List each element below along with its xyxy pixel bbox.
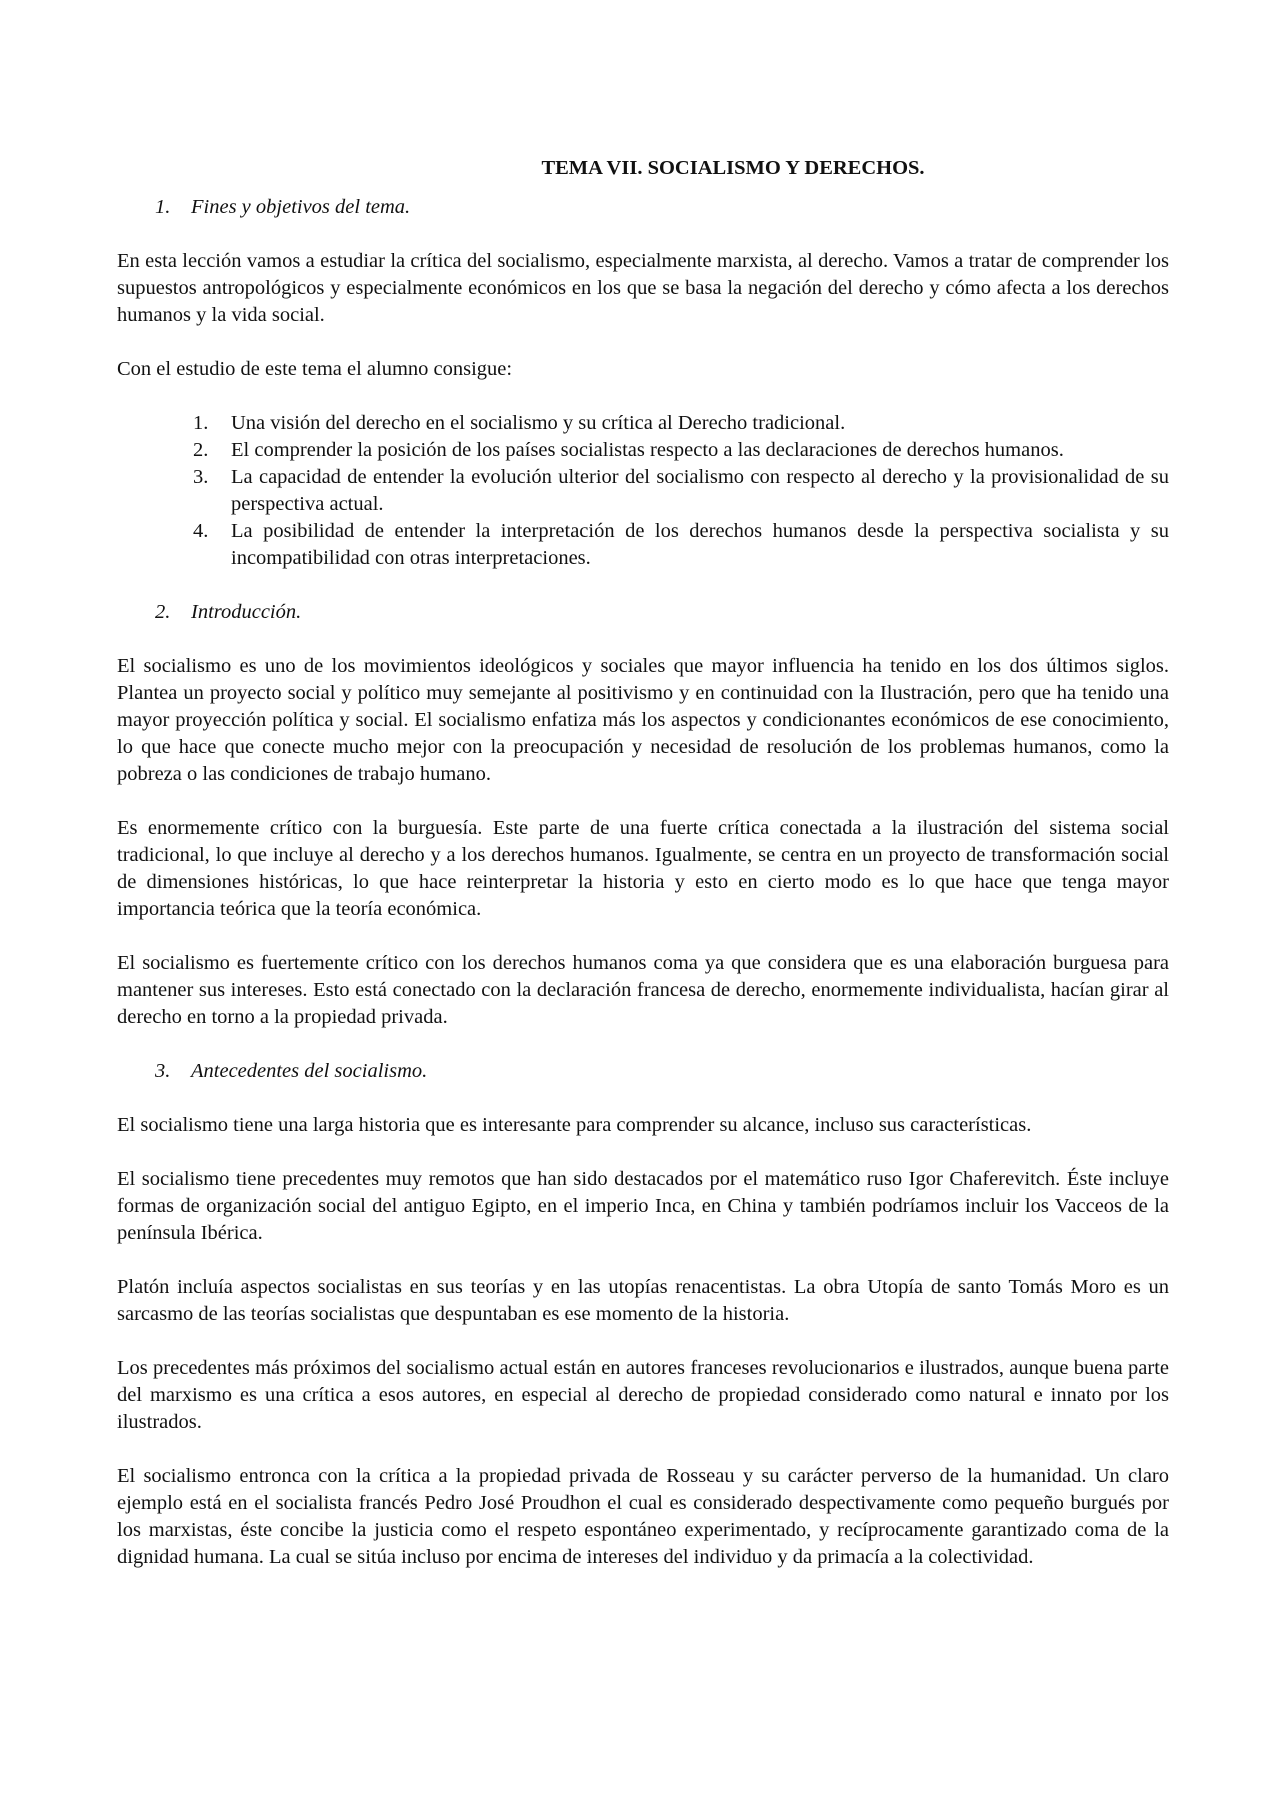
list-item-text: La posibilidad de entender la interpretación de los derechos humanos desde la perspectiva socialista y su incompatibilidad con otras interpretaciones. xyxy=(231,520,1169,569)
paragraph: Con el estudio de este tema el alumno consigue: xyxy=(117,358,513,380)
paragraph: Platón incluía aspectos socialistas en sus teorías y en las utopías renacentistas. La obra Utopía de santo Tomás Moro es un sarcasmo de las teorías socialistas que despuntaban es ese momento de la historia. xyxy=(117,1276,1169,1325)
section-number: 3. xyxy=(155,1060,171,1082)
list-item xyxy=(193,464,1169,518)
paragraph: El socialismo es uno de los movimientos ideológicos y sociales que mayor influencia ha tenido en los dos últimos siglos. Plantea un proyecto social y político muy semejante al positivismo y en continuidad con la Ilustración, pero que ha tenido una mayor proyección política y social. El socialismo enfatiza más los aspectos y condicionantes económicos de ese conocimiento, lo que hace que conecte mucho mejor con la preocupación y necesidad de resolución de los problemas humanos, como la pobreza o las condiciones de trabajo humano. xyxy=(117,655,1169,785)
section-heading-antecedents xyxy=(117,1058,1169,1085)
list-item xyxy=(193,410,1169,437)
paragraph: Los precedentes más próximos del socialismo actual están en autores franceses revolucionarios e ilustrados, aunque buena parte del marxismo es una crítica a esos autores, en especial al derecho de propiedad considerado como natural e innato por los ilustrados. xyxy=(117,1357,1169,1433)
list-item-number: 4. xyxy=(193,520,209,542)
list-item-number: 2. xyxy=(193,439,209,461)
document-title: TEMA VII. SOCIALISMO Y DERECHOS. xyxy=(541,157,925,179)
list-item xyxy=(193,437,1169,464)
paragraph: El socialismo tiene precedentes muy remotos que han sido destacados por el matemático ruso Igor Chaferevitch. Éste incluye formas de organización social del antiguo Egipto, en el imperio Inca, en China y también podríamos incluir los Vacceos de la península Ibérica. xyxy=(117,1168,1169,1244)
list-item-text: Una visión del derecho en el socialismo y su crítica al Derecho tradicional. xyxy=(231,412,846,434)
section-number: 1. xyxy=(155,196,171,218)
section-title: Fines y objetivos del tema. xyxy=(191,196,411,218)
paragraph: Es enormemente crítico con la burguesía. Este parte de una fuerte crítica conectada a la ilustración del sistema social tradicional, lo que incluye al derecho y a los derechos humanos. Igualmente, se centra en un proyecto de transformación social de dimensiones históricas, lo que hace reinterpretar la historia y esto en cierto modo es lo que hace que tenga mayor importancia teórica que la teoría económica. xyxy=(117,817,1169,920)
objectives-list xyxy=(117,410,1169,572)
section-number: 2. xyxy=(155,601,171,623)
paragraph: El socialismo es fuertemente crítico con los derechos humanos coma ya que considera que es una elaboración burguesa para mantener sus intereses. Esto está conectado con la declaración francesa de derecho, enormemente individualista, hacían girar al derecho en torno a la propiedad privada. xyxy=(117,952,1169,1028)
section-heading-objectives xyxy=(117,194,1169,221)
list-item-text: El comprender la posición de los países socialistas respecto a las declaraciones de derechos humanos. xyxy=(231,439,1064,461)
section-title: Introducción. xyxy=(191,601,302,623)
section-heading-introduction xyxy=(117,599,1169,626)
paragraph: En esta lección vamos a estudiar la crítica del socialismo, especialmente marxista, al derecho. Vamos a tratar de comprender los supuestos antropológicos y especialmente económicos en los que se basa la negación del derecho y cómo afecta a los derechos humanos y la vida social. xyxy=(117,250,1169,326)
list-item-number: 1. xyxy=(193,412,209,434)
list-item-text: La capacidad de entender la evolución ulterior del socialismo con respecto al derecho y la provisionalidad de su perspectiva actual. xyxy=(231,466,1169,515)
paragraph: El socialismo tiene una larga historia que es interesante para comprender su alcance, incluso sus características. xyxy=(117,1114,1032,1136)
document-body xyxy=(117,155,1169,1598)
paragraph: El socialismo entronca con la crítica a la propiedad privada de Rosseau y su carácter perverso de la humanidad. Un claro ejemplo está en el socialista francés Pedro José Proudhon el cual es considerado despectivamente como pequeño burgués por los marxistas, éste concibe la justicia como el respeto espontáneo experimentado, y recíprocamente garantizado coma de la dignidad humana. La cual se sitúa incluso por encima de intereses del individuo y da primacía a la colectividad. xyxy=(117,1465,1169,1568)
list-item xyxy=(193,518,1169,572)
section-title: Antecedentes del socialismo. xyxy=(191,1060,428,1082)
list-item-number: 3. xyxy=(193,466,209,488)
